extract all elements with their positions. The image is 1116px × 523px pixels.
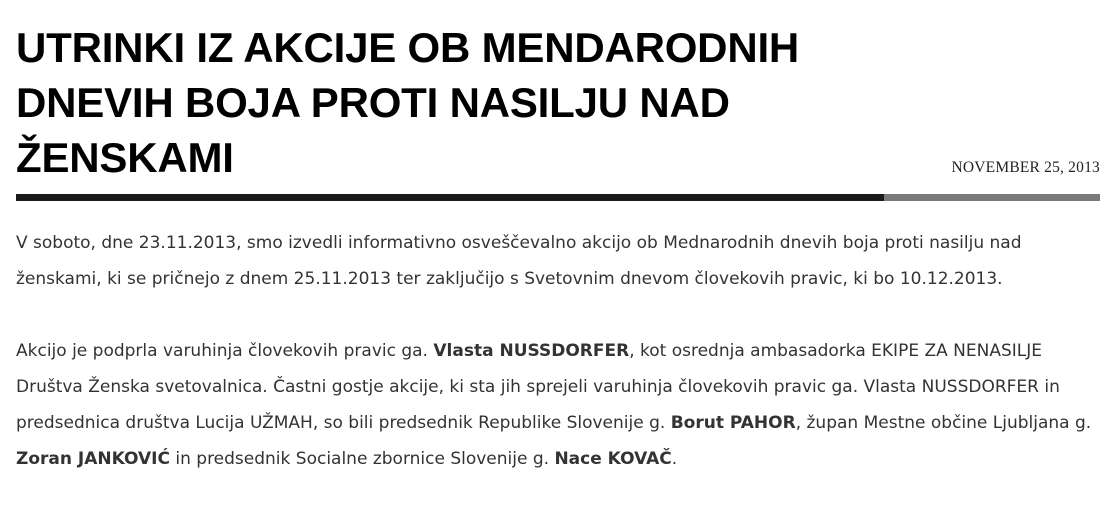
paragraph-text: , kot osrednja ambasadorka EKIPE ZA NENASILJE Društva Ženska svetovalnica. Častni gostje akcije, ki sta jih sprejeli varuhinja človekovih pravic ga. Vlasta NUSSDORFER in predsednica društva Lucija UŽMAH, so bili predsednik Republike Slovenije g. (16, 341, 1060, 433)
post-paragraph-2 (16, 333, 1100, 477)
post-body (16, 225, 1100, 513)
paragraph-text: . (671, 449, 678, 469)
name-nace-kovac: Nace KOVAČ (554, 449, 672, 469)
post-paragraph-1: V soboto, dne 23.11.2013, smo izvedli informativno osveščevalno akcijo ob Mednarodnih dnevih boja proti nasilju nad ženskami, ki se pričnejo z dnem 25.11.2013 ter zaključijo s Svetovnim dnevom človekovih pravic, ki bo 10.12.2013. (16, 233, 1022, 289)
paragraph-text: Akcijo je podprla varuhinja človekovih pravic ga. (16, 341, 434, 361)
post-title: UTRINKI IZ AKCIJE OB MENDARODNIH DNEVIH BOJA PROTI NASILJU NAD ŽENSKAMI (16, 24, 800, 181)
divider-dark-segment (16, 194, 884, 201)
paragraph-text: in predsednik Socialne zbornice Slovenije g. (169, 449, 555, 469)
post-date: NOVEMBER 25, 2013 (951, 159, 1100, 176)
paragraph-text: , župan Mestne občine Ljubljana g. (795, 413, 1092, 433)
divider-light-segment (884, 194, 1100, 201)
name-zoran-jankovic: Zoran JANKOVIĆ (16, 449, 170, 469)
name-borut-pahor: Borut PAHOR (670, 413, 796, 433)
name-vlasta-nussdorfer: Vlasta NUSSDORFER (433, 341, 630, 361)
blog-post (16, 0, 1100, 469)
post-header (16, 0, 1100, 192)
title-divider (16, 194, 1100, 201)
